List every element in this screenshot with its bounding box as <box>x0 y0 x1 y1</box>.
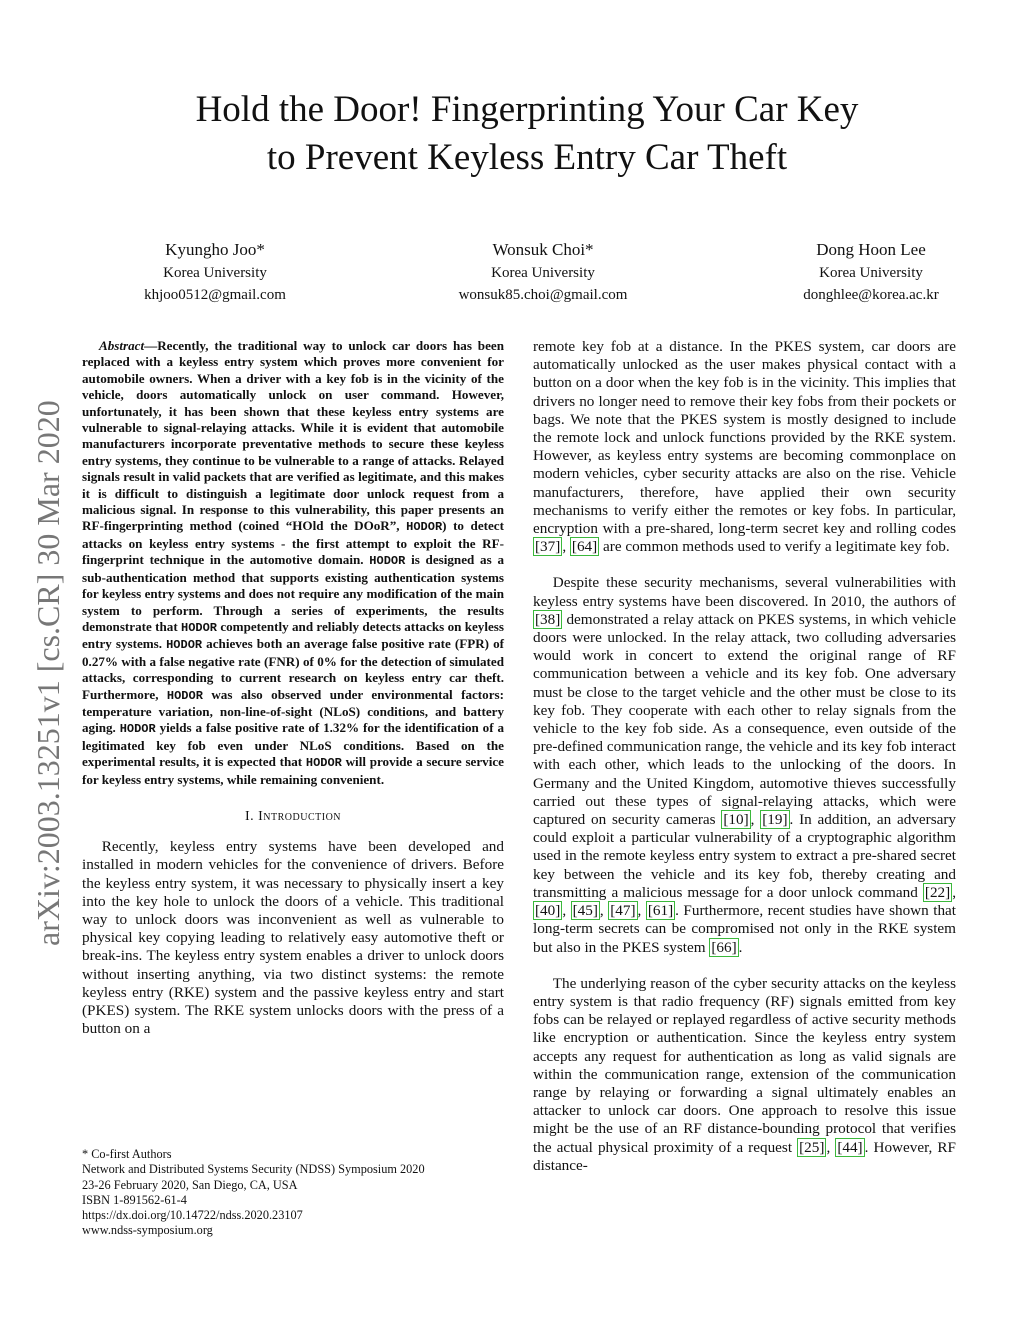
footnote-cofirst: * Co-first Authors <box>82 1147 172 1161</box>
author-name: Dong Hoon Lee <box>816 240 926 259</box>
citation-link[interactable]: [44] <box>837 1138 863 1156</box>
footnote-venue: Network and Distributed Systems Security (NDSS) Symposium 2020 <box>82 1162 425 1177</box>
author-1 <box>80 238 350 306</box>
author-3 <box>736 238 1006 306</box>
author-email[interactable]: khjoo0512@gmail.com <box>144 287 286 303</box>
citation-link[interactable]: [10] <box>723 811 749 829</box>
section-number: I. <box>244 808 255 824</box>
abstract: Abstract—Recently, the traditional way to unlock car doors has been replaced with a keyless entry system which proves more convenient for automobile owners. When a driver with a key fob is in the vicinity of the vehicle, doors automatically unlock on user command. However, unfortunately, it has been shown that these keyless entry systems are vulnerable to signal-relaying attacks. While it is evident that automobile manufacturers incorporate preventative methods to secure these keyless entry systems, they continue to be vulnerable to a range of attacks. Relayed signals result in valid packets that are verified as legitimate, and this makes it is difficult to distinguish a legitimate door unlock request from a malicious signal. In response to this vulnerability, this paper presents an RF-fingerprinting method (coined “HOld the DOoR”, HODOR) to detect attacks on keyless entry systems - the first attempt to exploit the RF-fingerprint technique in the automotive domain. HODOR is designed as a sub-authentication method that supports existing authentication systems for keyless entry systems and does not require any modification of the main system to perform. Through a series of experiments, the results demonstrate that HODOR competently and reliably detects attacks on keyless entry systems. HODOR achieves both an average false positive rate (FPR) of 0.27% with a false negative rate (FNR) of 0% for the detection of simulated attacks, corresponding to current research on keyless entry car theft. Furthermore, HODOR was also observed under environmental factors: temperature variation, non-line-of-sight (NLoS) conditions, and battery aging. HODOR yields a false positive rate of 1.32% for the identification of a legitimated key fob even under NLoS conditions. Based on the experimental results, it is expected that HODOR will provide a secure service for keyless entry systems, while remaining convenient. <box>82 338 505 787</box>
citation-link[interactable]: [66] <box>711 938 737 956</box>
hodor-term: HODOR <box>305 756 342 771</box>
footnote-website[interactable]: www.ndss-symposium.org <box>82 1223 213 1238</box>
intro-paragraph-1-continued: remote key fob at a distance. In the PKES system, car doors are automatically unlocked as the user makes physical contact with a button on a door when the key fob is in the vicinity. This implies that drivers no longer need to remove their key fobs from their pockets or bags. We note that the PKES system is mostly designed to include the remote lock and unlock functions provided by the RKE system. However, as keyless entry systems are becoming commonplace on modern vehicles, cyber security attacks are also on the rise. Vehicle manufacturers, therefore, have applied their own security mechanisms to verify either the remotes or key fobs. In particular, encryption with a pre-shared, long-term secret key and rolling codes [37] , [64] are common methods used to verify a legitimate key fob. <box>533 338 956 556</box>
intro-paragraph-1: Recently, keyless entry systems have been developed and installed in modern vehicles for the convenience of drivers. Before the keyless entry system, it was necessary to physically insert a key into the key hole to unlock the doors of a vehicle. This traditional way to unlock doors was inconvenient as well as vulnerable to physical key copying leading to relatively easy automotive theft or break-ins. The keyless entry system enables a driver to unlock doors without inserting anything, via two distinct systems: the remote keyless entry (RKE) system and the passive keyless entry and start (PKES) system. The RKE system unlocks doors with the press of a button on a <box>82 838 504 1038</box>
intro-paragraph-3: The underlying reason of the cyber security attacks on the keyless entry system is that radio frequency (RF) signals emitted from key fobs can be relayed or replayed regardless of active security methods like encryption or authentication. Since the keyless entry system accepts any request for authentication as long as valid signals are within the communication range, extension of the communication range by relaying or forwarding a signal ultimately enables an attacker to unlock car doors. One approach to resolve this issue might be the use of an RF distance-bounding protocol that verifies the actual physical proximity of a request [25] , [44] . However, RF distance- <box>533 974 957 1174</box>
citation-link[interactable]: [25] <box>799 1138 825 1156</box>
footnote-isbn: ISBN 1-891562-61-4 <box>82 1192 187 1207</box>
citation-link[interactable]: [40] <box>535 902 561 920</box>
abstract-label: Abstract <box>99 338 145 353</box>
citation-link[interactable]: [64] <box>571 538 598 556</box>
citation-link[interactable]: [19] <box>762 811 788 829</box>
intro-paragraph-2: Despite these security mechanisms, several vulnerabilities with keyless entry systems have been discovered. In 2010, the authors of [38] demonstrated a relay attack on PKES systems, in which vehicle doors were unlocked. In the relay attack, two colluding adversaries would work in concert to extend the original range of RF communication between a vehicle and its key fob. One adversary must be close to the target vehicle and the other must be close to its key fob. They cooperate with each other to relay signals from the vehicle to the key fob side. As a consequence, even outside of the pre-defined communication range, the vehicle and its key fob interact with each other, which leads to the unlocking of the doors. In Germany and the United Kingdom, automotive thieves successfully carried out these types of signal-relaying attacks, which were captured on security cameras [10] , [19] . In addition, an adversary could exploit a particular vulnerability of a cryptographic algorithm used in the remote keyless entry system to extract a pre-shared secret key between the vehicle and its key fob, thereby creating and transmitting a malicious message for a door unlock command [22] , [40] , [45] , [47] , [61] . Furthermore, recent studies have shown that long-term secrets can be compromised not only in the RKE system but also in the PKES system [66] . <box>533 574 957 956</box>
hodor-term: HODOR <box>406 520 443 535</box>
arxiv-stamp-text: arXiv:2003.13251v1 [cs.CR] 30 Mar 2020 <box>30 400 66 946</box>
author-name: Wonsuk Choi* <box>492 240 594 259</box>
author-email[interactable]: wonsuk85.choi@gmail.com <box>458 287 628 303</box>
hodor-term: HODOR <box>369 554 406 569</box>
citation-link[interactable]: [47] <box>610 902 636 920</box>
citation-link[interactable]: [45] <box>572 902 598 920</box>
paper-title <box>80 86 974 182</box>
hodor-term: HODOR <box>166 688 203 703</box>
footnote-dates: 23-26 February 2020, San Diego, CA, USA <box>82 1177 298 1192</box>
section-heading-introduction <box>82 808 504 826</box>
author-2 <box>413 238 673 306</box>
footnote <box>82 1147 512 1239</box>
citation-link[interactable]: [61] <box>647 902 674 920</box>
author-name: Kyungho Joo* <box>165 240 265 259</box>
title-line-2: to Prevent Keyless Entry Car Theft <box>266 137 788 178</box>
arxiv-stamp <box>30 350 66 950</box>
author-affiliation: Korea University <box>819 265 923 281</box>
author-affiliation: Korea University <box>163 265 267 281</box>
hodor-term: HODOR <box>181 620 218 635</box>
author-affiliation: Korea University <box>491 265 595 281</box>
author-email[interactable]: donghlee@korea.ac.kr <box>803 287 939 303</box>
author-block <box>80 238 1006 306</box>
title-line-1: Hold the Door! Fingerprinting Your Car Key <box>195 89 859 130</box>
citation-link[interactable]: [37] <box>535 538 561 556</box>
right-column <box>533 338 956 1175</box>
left-column <box>82 338 504 1038</box>
hodor-term: HODOR <box>166 638 203 653</box>
section-title: Introduction <box>258 808 342 824</box>
citation-link[interactable]: [38] <box>535 610 561 628</box>
hodor-term: HODOR <box>119 722 156 737</box>
footnote-doi[interactable]: https://dx.doi.org/10.14722/ndss.2020.23107 <box>82 1208 303 1223</box>
citation-link[interactable]: [22] <box>924 883 951 901</box>
